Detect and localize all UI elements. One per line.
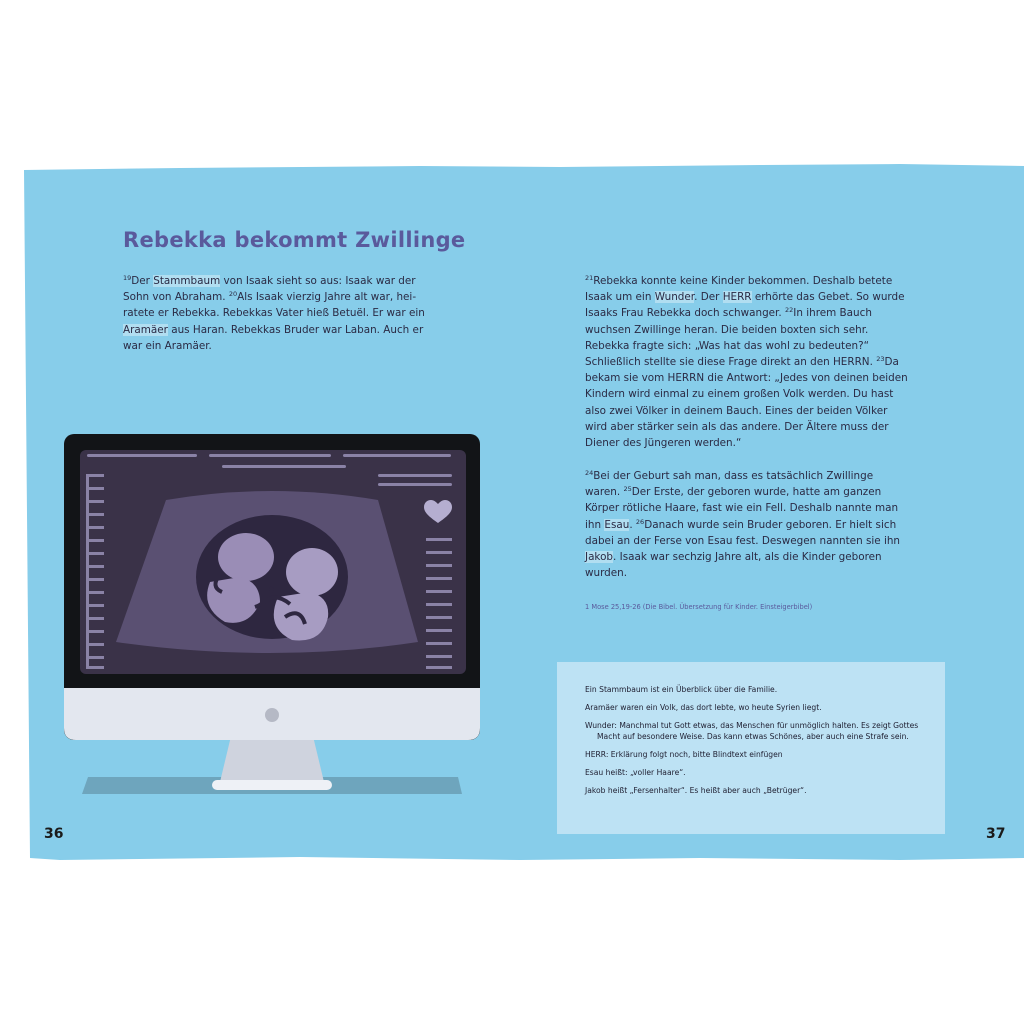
glossary-item: Esau heißt: „voller Haare“. xyxy=(585,768,686,778)
verse-number: 19 xyxy=(123,274,132,282)
verse-number: 25 xyxy=(623,485,632,494)
page-number-left: 36 xyxy=(44,826,64,842)
glossary-box xyxy=(557,662,945,834)
glossary-list xyxy=(585,684,937,803)
verse-number: 20 xyxy=(228,290,238,299)
page-number-right: 37 xyxy=(986,826,1006,842)
glossary-term: Wunder xyxy=(654,291,695,304)
verse-number: 26 xyxy=(635,517,645,526)
glossary-item: Jakob heißt „Fersenhalter“. Es heißt aber auch „Betrüger“. xyxy=(585,786,807,796)
source-reference: 1 Mose 25,19-26 (Die Bibel. Übersetzung für Kinder. Einsteigerbibel) xyxy=(585,602,813,611)
glossary-term: Esau xyxy=(604,518,630,531)
right-paragraph-2: $^{24}$Bei der Geburt sah man, dass es tatsächlich Zwillinge waren. $^{25}$Der Erste, der geboren wurde, hatte am ganzen Körper rötliche Haare, fast wie ein Fell. Deshalb nannte man ihn Esau. $^{26}$Danach wurde sein Bruder geboren. Er hielt sich dabei an der Ferse von Esau fest. Deswegen nannten sie ihn Jakob. Isaak war sechzig Jahre alt, als die Kinder geboren wurden. xyxy=(585,469,901,580)
glossary-term: Jakob xyxy=(585,551,614,564)
glossary-term: Aramäer xyxy=(123,323,168,336)
verse-number: 22 xyxy=(784,306,794,315)
verse-number: 23 xyxy=(876,355,885,364)
right-paragraph-1: $^{21}$Rebekka konnte keine Kinder bekommen. Deshalb betete Isaak um ein Wunder. Der HERR erhörte das Gebet. So wurde Isaaks Frau Rebekka doch schwanger. $^{22}$In ihrem Bauch wuchsen Zwillinge heran. Die beiden boxten sich sehr. Rebekka fragte sich: „Was hat das wohl zu bedeuten?“ Schließlich stellte sie diese Frage direkt an den HERRN. $^{23}$Da bekam sie vom HERRN die Antwort: „Jedes von deinen beiden Kindern wird einmal zu einem großen Volk werden. Du hast also zwei Völker in deinem Bauch. Eines der beiden Völker wird aber stärker sein als das andere. Der Ältere muss der Diener des Jüngeren werden.“ xyxy=(585,274,908,450)
glossary-item: Aramäer waren ein Volk, das dort lebte, wo heute Syrien liegt. xyxy=(585,703,822,712)
glossary-term: HERR xyxy=(722,291,752,304)
verse-number: 24 xyxy=(585,469,594,477)
glossary-item: HERR: Erklärung folgt noch, bitte Blindtext einfügen xyxy=(585,750,783,760)
verse-number: 21 xyxy=(585,274,594,282)
left-paragraph: $^{19}$Der Stammbaum von Isaak sieht so aus: Isaak war der Sohn von Abraham. $^{20}$Als Isaak vierzig Jahre alt war, heiratete er Rebekka. Rebekkas Vater hieß Betuël. Er war ein Aramäer aus Haran. Rebekkas Bruder war Laban. Auch er war ein Aramäer. xyxy=(123,274,425,352)
glossary-item: Ein Stammbaum ist ein Überblick über die Familie. xyxy=(585,685,778,694)
glossary-term: Stammbaum xyxy=(153,275,221,287)
glossary-item: Wunder: Manchmal tut Gott etwas, das Menschen für unmöglich halten. Es zeigt Gottes Macht auf besondere Weise. Das kann etwas Schönes, aber auch eine Strafe sein. xyxy=(585,721,919,742)
page-title: Rebekka bekommt Zwillinge xyxy=(123,228,466,252)
ultrasound-monitor-icon xyxy=(60,432,484,798)
